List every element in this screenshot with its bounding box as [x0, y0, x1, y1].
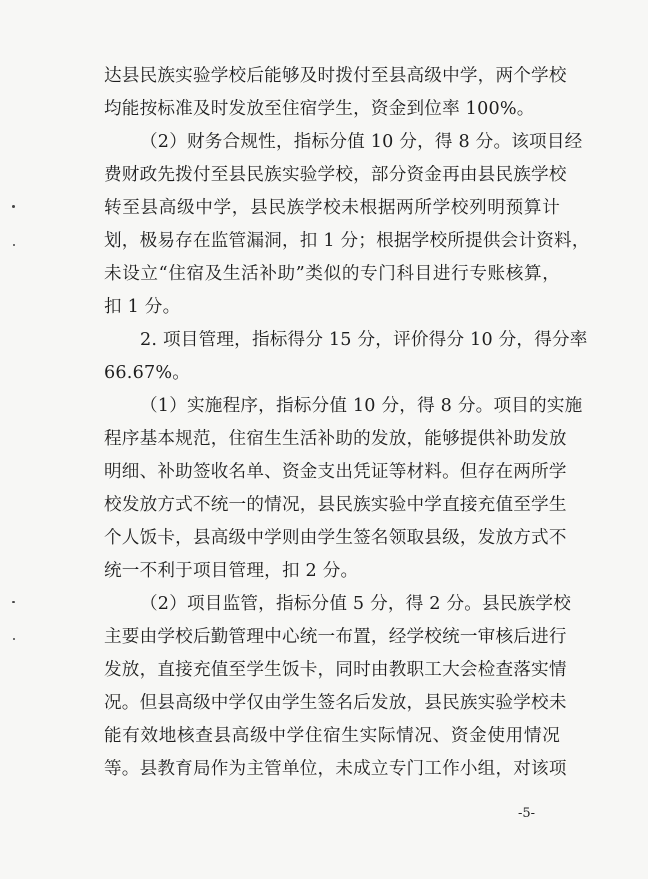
text-line: 个人饭卡，县高级中学则由学生签名领取县级，发放方式不	[104, 528, 567, 548]
text-line: 校发放方式不统一的情况，县民族实验中学直接充值至学生	[104, 495, 567, 515]
text-line: （2）项目监管，指标分值 5 分，得 2 分。县民族学校	[140, 594, 572, 614]
text-line: 达县民族实验学校后能够及时拨付至县高级中学，两个学校	[104, 66, 567, 86]
text-line: 能有效地核查县高级中学住宿生实际情况、资金使用情况	[104, 726, 560, 746]
scan-speck	[13, 638, 15, 640]
text-line: 未设立“住宿及生活补助”类似的专门科目进行专账核算，	[104, 264, 560, 284]
text-line: 66.67%。	[104, 363, 191, 383]
text-line: 发放，直接充值至学生饭卡，同时由教职工大会检查落实情	[104, 660, 567, 680]
body-text	[104, 60, 590, 786]
text-line: 扣 1 分。	[104, 297, 181, 317]
scan-speck	[12, 205, 15, 208]
scan-speck	[12, 601, 15, 603]
scan-speck	[13, 244, 15, 246]
text-line: 费财政先拨付至县民族实验学校，部分资金再由县民族学校	[104, 165, 567, 185]
text-line: 转至县高级中学，县民族学校未根据两所学校列明预算计	[104, 198, 560, 218]
text-line: （1）实施程序，指标分值 10 分，得 8 分。项目的实施	[140, 396, 583, 416]
text-line: 程序基本规范，住宿生生活补助的发放，能够提供补助发放	[104, 429, 567, 449]
text-line: 划，极易存在监管漏洞，扣 1 分；根据学校所提供会计资料，	[104, 231, 590, 251]
text-line: 统一不利于项目管理，扣 2 分。	[104, 561, 359, 581]
page-number: -5-	[518, 806, 536, 821]
text-line: 主要由学校后勤管理中心统一布置，经学校统一审核后进行	[104, 627, 567, 647]
text-line: 均能按标准及时发放至住宿学生，资金到位率 100%。	[104, 99, 535, 119]
text-line: 2. 项目管理，指标得分 15 分，评价得分 10 分，得分率	[140, 330, 588, 350]
text-line: 况。但县高级中学仅由学生签名后发放，县民族实验学校未	[104, 693, 567, 713]
text-line: 明细、补助签收名单、资金支出凭证等材料。但存在两所学	[104, 462, 567, 482]
text-line: （2）财务合规性，指标分值 10 分，得 8 分。该项目经	[140, 132, 583, 152]
text-line: 等。县教育局作为主管单位，未成立专门工作小组，对该项	[104, 759, 567, 779]
